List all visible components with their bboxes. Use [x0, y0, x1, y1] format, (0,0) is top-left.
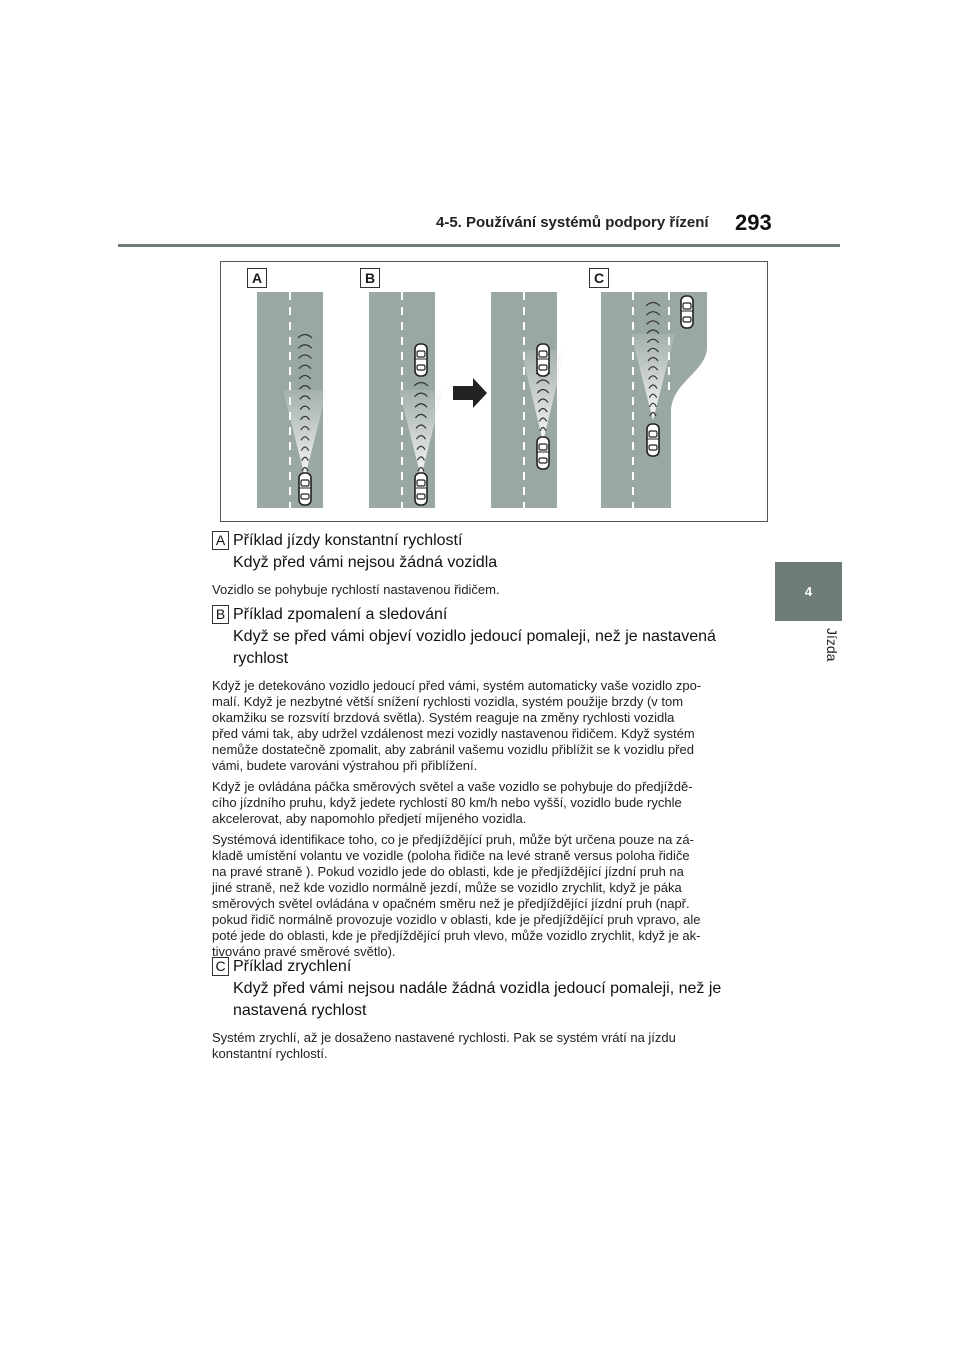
body-paragraph — [212, 779, 752, 827]
paragraph-line: pokud řidič normálně provozuje vozidlo v oblasti, kde je předjíždějící pruh vpravo, ale — [212, 912, 701, 927]
car-b2 — [537, 437, 549, 469]
car-b-lead — [415, 344, 427, 376]
figure-label-b: B — [360, 268, 380, 288]
paragraph-line: poté jede do oblasti, kde je předjíždějící pruh vlevo, může vozidlo zrychlit, když je ak- — [212, 928, 701, 943]
paragraph-line: na pravé straně ). Pokud vozidlo jede do oblasti, kde je předjíždějící jízdní pruh na — [212, 864, 684, 879]
page-number: 293 — [735, 210, 772, 235]
paragraph-line: jiné straně, než kde vozidlo normálně jezdí, může se vozidlo zrychlit, když je páka — [212, 880, 682, 895]
paragraph-line: tivováno pravé směrové světlo). — [212, 944, 396, 959]
paragraph-line: Systémová identifikace toho, co je předjíždějící pruh, může být určena pouze na zá- — [212, 832, 694, 847]
paragraph-line: cího jízdního pruhu, když jedete rychlostí 80 km/h nebo vyšší, vozidlo bude rychle — [212, 795, 682, 810]
section-title: Příklad jízdy konstantní rychlostí — [233, 532, 463, 549]
car-b2-lead — [537, 344, 549, 376]
illustration-svg — [221, 262, 769, 523]
paragraph-line: Když je ovládána páčka směrových světel a vaše vozidlo se pohybuje do předjíždě- — [212, 779, 693, 794]
body-paragraph — [212, 832, 752, 960]
section-title: Příklad zrychlení — [233, 958, 352, 975]
road-c — [601, 292, 707, 508]
section-letter-label: C — [212, 957, 229, 976]
header-title: 4-5. Používání systémů podpory řízení — [436, 214, 709, 231]
paragraph-line: Vozidlo se pohybuje rychlostí nastavenou řidičem. — [212, 582, 500, 597]
section-subtitle-line: nastavená rychlost — [233, 1002, 367, 1019]
paragraph-line: kladě umístění volantu ve vozidle (poloha řidiče na levé straně versus poloha řidiče — [212, 848, 690, 863]
body-paragraph — [212, 1030, 752, 1062]
road-a — [257, 292, 327, 508]
section-heading — [212, 956, 752, 1022]
section-letter-label: A — [212, 531, 229, 550]
paragraph-line: vámi, budete varováni výstrahou při přiblížení. — [212, 758, 478, 773]
chapter-name: Jízda — [824, 628, 840, 662]
paragraph-line: před vámi tak, aby udržel vzdálenost mezi vozidly nastavenou řidičem. Když systém — [212, 726, 695, 741]
section-b — [212, 604, 752, 960]
section-subtitle-line: Když před vámi nejsou žádná vozidla — [233, 554, 498, 571]
section-c — [212, 956, 752, 1062]
section-subtitle-line: Když před vámi nejsou nadále žádná vozidla jedoucí pomaleji, než je — [233, 980, 722, 997]
header-rule — [118, 244, 840, 247]
paragraph-line: Systém zrychlí, až je dosaženo nastavené rychlosti. Pak se systém vrátí na jízdu — [212, 1030, 676, 1045]
road-b — [369, 292, 443, 508]
figure-label-a: A — [247, 268, 267, 288]
illustration-figure — [220, 261, 768, 522]
paragraph-line: směrových světel ovládána v opačném směru než je předjíždějící jízdní pruh (např. — [212, 896, 690, 911]
body-paragraph — [212, 678, 752, 774]
section-title: Příklad zpomalení a sledování — [233, 606, 448, 623]
paragraph-line: malí. Když je nezbytné větší snížení rychlosti vozidla, systém použije brzdy (v tom — [212, 694, 684, 709]
section-subtitle-line: Když se před vámi objeví vozidlo jedoucí pomaleji, než je nastavená — [233, 628, 716, 645]
section-heading — [212, 604, 752, 670]
road-b2 — [491, 292, 565, 508]
paragraph-line: akcelerovat, aby napomohlo předjetí míjeného vozidla. — [212, 811, 527, 826]
paragraph-line: okamžiku se rozsvítí brzdová světla). Systém reaguje na změny rychlosti vozidla — [212, 710, 675, 725]
section-heading — [212, 530, 752, 574]
paragraph-line: Když je detekováno vozidlo jedoucí před vámi, systém automaticky vaše vozidlo zpo- — [212, 678, 702, 693]
section-letter-label: B — [212, 605, 229, 624]
body-paragraph — [212, 582, 752, 598]
transition-arrow-icon — [453, 378, 487, 408]
paragraph-line: konstantní rychlostí. — [212, 1046, 328, 1061]
paragraph-line: nemůže dostatečně zpomalit, aby zabránil vašemu vozidlu přiblížit se k vozidlu před — [212, 742, 694, 757]
section-subtitle-line: rychlost — [233, 650, 289, 667]
car-b — [415, 473, 427, 505]
car-a — [299, 473, 311, 505]
section-a — [212, 530, 752, 598]
car-c-ahead — [681, 296, 693, 328]
figure-label-c: C — [589, 268, 609, 288]
chapter-tab: 4 — [775, 562, 842, 621]
car-c — [647, 424, 659, 456]
